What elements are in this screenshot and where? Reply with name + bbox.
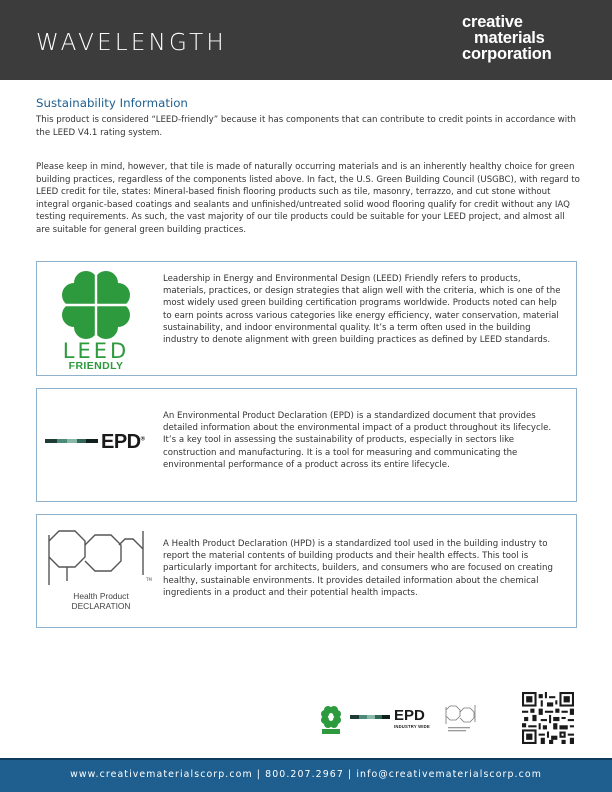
qr-code-icon[interactable] [522, 692, 574, 744]
svg-text:TM: TM [146, 577, 152, 582]
page-header [0, 0, 612, 80]
footer-contact[interactable]: www.creativematerialscorp.com | 800.207.2967 | info@creativematerialscorp.com [70, 769, 542, 780]
epd-logo-text: EPD [101, 431, 141, 453]
leed-description: Leadership in Energy and Environmental Design (LEED) Friendly refers to products, materials, practices, or design strategies that align well with the criteria, which is one of the most widely used green building certification programs worldwide. Products noted can help to earn points across various categories like energy efficiency, water conservation, material sustainability, and indoor environmental quality. It’s a term often used in the building industry to denote alignment with green building practices as defined by LEED standards. [163, 274, 561, 346]
leed-friendly-logo [59, 268, 133, 370]
hpd-logo [45, 527, 153, 623]
epd-logo-word: EPD® [101, 431, 145, 453]
brand-title: WAVELENGTH [36, 30, 227, 56]
hpd-logo-line-1: Health Product [73, 591, 129, 601]
tile-paragraph: Please keep in mind, however, that tile is made of naturally occurring materials and is an inherently healthy choice for green building practices, regardless of the components listed above. In fact, the U.S. Green Building Council (USGBC), with regard to LEED credit for tile, states: Mineral-based finish flooring products such as tile, masonry, terrazzo, and cut stone without integral organic-based coatings and sealants and unfinished/untreated solid wood flooring qualify for credit without any IAQ testing requirements. As such, the vast majority of our tile products could be suitable for your LEED project, and almost all are suitable for general green building practices. [36, 162, 580, 235]
small-hpd-icon [444, 704, 476, 734]
footer-logo-strip [320, 703, 480, 737]
epd-description: An Environmental Product Declaration (EPD) is a standardized document that provides detailed information about the environmental impact of a product throughout its lifecycle. It’s a key tool in assessing the sustainability of products, especially in sectors like construction and manufacturing. It is a tool for measuring and communicating the environmental performance of a product across its entire lifecycle. [163, 411, 552, 470]
clover-icon [59, 268, 133, 342]
company-logo [462, 14, 551, 62]
hpd-description: A Health Product Declaration (HPD) is a standardized tool used in the building industry to report the material contents of building products and their health effects. This tool is particularly important for architects, builders, and consumers who are focused on creating healthy, sustainable environments. It provides detailed information about the chemical ingredients in a product and their potential health impacts. [163, 539, 553, 598]
small-epd-word: EPD [394, 707, 425, 724]
company-name-line-1: creative [462, 13, 523, 31]
page-footer [0, 758, 612, 792]
leed-logo-word: LEED [62, 339, 130, 363]
small-epd-bars-icon [350, 715, 390, 721]
hpd-logo-line-2: DECLARATION [71, 601, 131, 611]
epd-card [36, 388, 577, 502]
intro-paragraph: This product is considered “LEED-friendly” because it has components that can contribute to credit points in accordance with the LEED V4.1 rating system. [36, 115, 576, 138]
small-leed-icon [320, 705, 342, 735]
company-name-line-3: corporation [462, 45, 552, 63]
hpd-logo-text [51, 591, 151, 611]
hpd-mark-icon [45, 527, 153, 589]
section-title: Sustainability Information [36, 96, 188, 110]
epd-logo [45, 433, 155, 453]
leed-logo-sub: FRIENDLY [68, 360, 124, 372]
small-epd-sub: INDUSTRY WIDE [394, 724, 430, 729]
hpd-card [36, 514, 577, 628]
epd-color-bars-icon [45, 433, 101, 453]
company-name-line-2: materials [474, 29, 545, 47]
leed-card [36, 261, 577, 376]
